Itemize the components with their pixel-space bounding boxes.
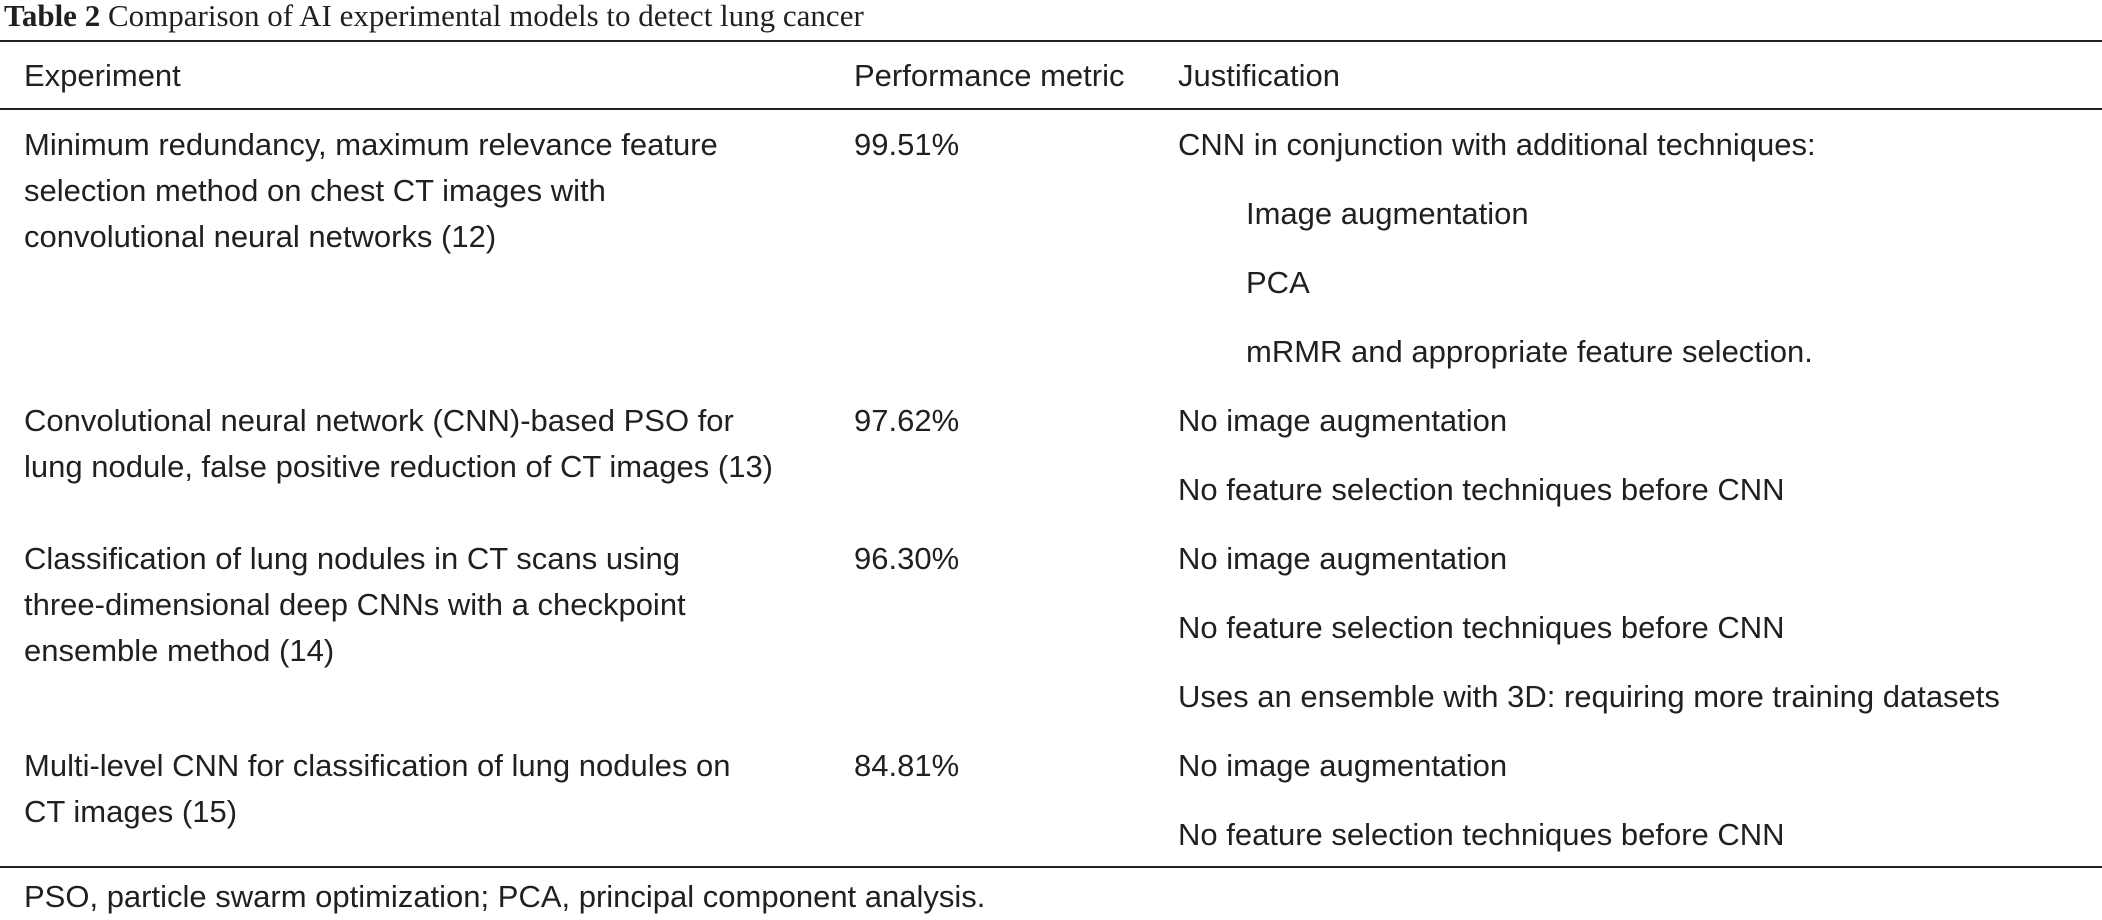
experiment-cell-line: CT images (15) (24, 794, 238, 829)
experiment-cell-line: Convolutional neural network (CNN)-based PSO for (24, 403, 734, 438)
table-footnote: PSO, particle swarm optimization; PCA, principal component analysis. (24, 879, 986, 914)
header-experiment: Experiment (24, 58, 181, 93)
justification-line: No feature selection techniques before CNN (1178, 610, 1785, 645)
justification-line: No image augmentation (1178, 403, 1508, 438)
header-performance-metric: Performance metric (854, 58, 1125, 93)
top-rule (0, 40, 2102, 42)
table-title: Comparison of AI experimental models to detect lung cancer (107, 0, 864, 33)
experiment-cell-line: Multi-level CNN for classification of lung nodules on (24, 748, 731, 783)
experiment-cell-line: ensemble method (14) (24, 633, 335, 668)
bottom-rule (0, 866, 2102, 868)
experiment-cell-line: Minimum redundancy, maximum relevance feature (24, 127, 718, 162)
metric-cell: 96.30% (854, 541, 960, 576)
experiment-cell-line: selection method on chest CT images with (24, 173, 606, 208)
metric-cell: 84.81% (854, 748, 960, 783)
justification-line: No image augmentation (1178, 748, 1508, 783)
experiment-cell-line: three-dimensional deep CNNs with a checkpoint (24, 587, 686, 622)
experiment-cell-line: convolutional neural networks (12) (24, 219, 497, 254)
metric-cell: 97.62% (854, 403, 960, 438)
justification-subitem: Image augmentation (1246, 196, 1529, 231)
header-justification: Justification (1178, 58, 1340, 93)
justification-line: No image augmentation (1178, 541, 1508, 576)
experiment-cell-line: lung nodule, false positive reduction of CT images (13) (24, 449, 774, 484)
table-label: Table 2 (4, 0, 101, 33)
justification-subitem: mRMR and appropriate feature selection. (1246, 334, 1813, 369)
justification-line: No feature selection techniques before CNN (1178, 472, 1785, 507)
justification-line: Uses an ensemble with 3D: requiring more training datasets (1178, 679, 2000, 714)
metric-cell: 99.51% (854, 127, 960, 162)
experiment-cell-line: Classification of lung nodules in CT scans using (24, 541, 680, 576)
justification-line: CNN in conjunction with additional techniques: (1178, 127, 1816, 162)
header-rule (0, 108, 2102, 110)
table-caption (4, 0, 864, 32)
justification-subitem: PCA (1246, 265, 1310, 300)
justification-line: No feature selection techniques before CNN (1178, 817, 1785, 852)
